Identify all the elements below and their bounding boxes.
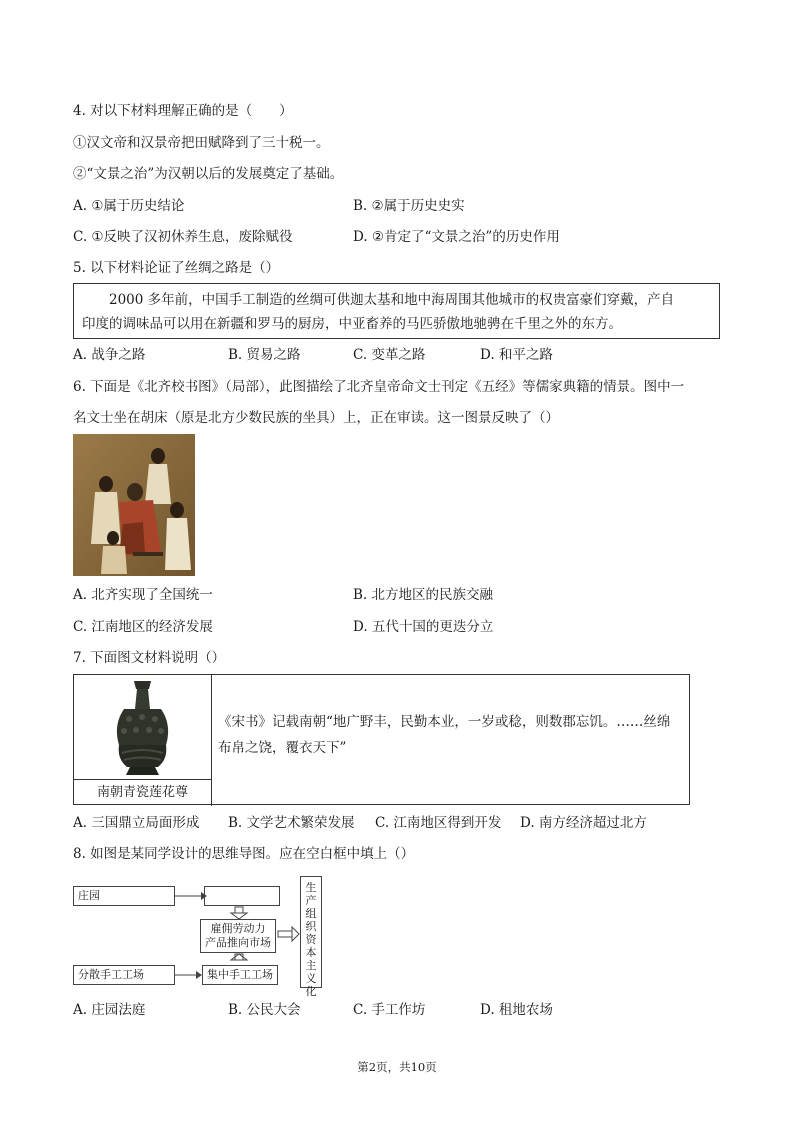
painting-image — [73, 434, 195, 576]
mindmap-arrows — [73, 876, 323, 990]
q6-option-b: B. 北方地区的民族交融 — [353, 587, 494, 603]
q5-option-b: B. 贸易之路 — [228, 347, 301, 363]
q7-text-line-2: 布帛之饶，覆衣天下” — [218, 740, 347, 756]
q7-material-table — [73, 674, 690, 805]
q4-material-1: ①汉文帝和汉景帝把田赋降到了三十税一。 — [73, 135, 330, 151]
q7-option-b: B. 文学艺术繁荣发展 — [228, 815, 355, 831]
q5-option-d: D. 和平之路 — [480, 347, 553, 363]
q8-option-d: D. 租地农场 — [480, 1002, 553, 1018]
q4-option-b: B. ②属于历史史实 — [353, 198, 465, 214]
mindmap-hired-line-2: 产品推向市场 — [205, 936, 271, 949]
q4-option-c: C. ①反映了汉初休养生息，废除赋役 — [73, 229, 293, 245]
q5-option-a: A. 战争之路 — [73, 347, 146, 363]
q7-image-caption: 南朝青瓷莲花尊 — [74, 779, 212, 806]
q4-material-2: ②“文景之治”为汉朝以后的发展奠定了基础。 — [73, 166, 344, 182]
q6-option-d: D. 五代十国的更迭分立 — [353, 619, 494, 635]
q8-option-b: B. 公民大会 — [228, 1002, 301, 1018]
page-footer: 第2页，共10页 — [357, 1060, 437, 1074]
q6-option-c: C. 江南地区的经济发展 — [73, 619, 213, 635]
q4-option-d: D. ②肯定了“文景之治”的历史作用 — [353, 229, 560, 245]
q7-option-d: D. 南方经济超过北方 — [520, 815, 647, 831]
q7-option-a: A. 三国鼎立局面形成 — [73, 815, 200, 831]
q7-text-cell — [212, 675, 690, 804]
q5-material-line-2: 印度的调味品可以用在新疆和罗马的厨房，中亚畜养的马匹骄傲地驰骋在千里之外的东方。 — [82, 316, 622, 332]
mindmap-capitalist-box: 生产组织资本主义化 — [300, 876, 322, 988]
q8-option-a: A. 庄园法庭 — [73, 1002, 146, 1018]
q7-stem: 7. 下面图文材料说明（） — [73, 650, 226, 666]
mindmap-central-workshop-box: 集中手工工场 — [202, 965, 278, 985]
q4-option-a: A. ①属于历史结论 — [73, 198, 185, 214]
q8-option-c: C. 手工作坊 — [353, 1002, 426, 1018]
q7-option-c: C. 江南地区得到开发 — [375, 815, 502, 831]
q5-material-line-1: 2000 多年前，中国手工制造的丝绸可供迦太基和地中海周围其他城市的权贵富豪们穿戴，产自 — [109, 292, 675, 308]
q5-stem: 5. 以下材料论证了丝绸之路是（） — [73, 260, 280, 276]
q5-option-c: C. 变革之路 — [353, 347, 426, 363]
lotus-vase-image — [74, 675, 211, 779]
q8-stem: 8. 如图是某同学设计的思维导图。应在空白框中填上（） — [73, 846, 415, 862]
q7-text-line-1: 《宋书》记载南朝“地广野丰，民勤本业，一岁或稔，则数郡忘饥。……丝绵 — [218, 714, 671, 730]
mindmap-scattered-workshop-box: 分散手工工场 — [73, 965, 175, 985]
q4-stem: 4. 对以下材料理解正确的是（ ） — [73, 103, 293, 119]
q6-option-a: A. 北齐实现了全国统一 — [73, 587, 213, 603]
q6-stem-line-2: 名文士坐在胡床（原是北方少数民族的坐具）上，正在审读。这一图景反映了（） — [73, 410, 559, 426]
q5-material-box — [73, 283, 720, 339]
q6-stem-line-1: 6. 下面是《北齐校书图》（局部），此图描绘了北齐皇帝命文士刊定《五经》等儒家典籍的情景。图中一 — [73, 379, 685, 395]
mindmap-manor-box: 庄园 — [73, 886, 175, 906]
mindmap-hired-line-1: 雇佣劳动力 — [210, 922, 266, 935]
q7-image-cell — [74, 675, 212, 779]
